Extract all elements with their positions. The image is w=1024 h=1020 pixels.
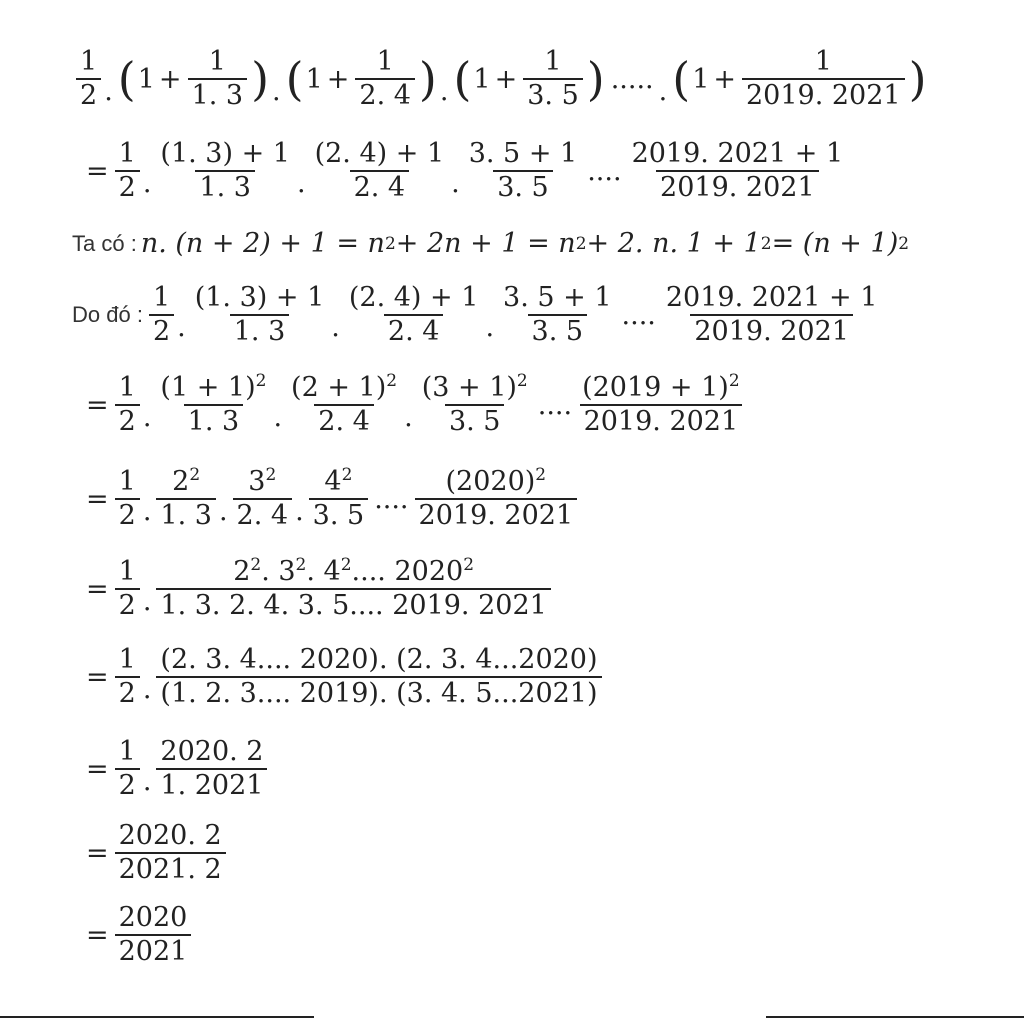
expression-line-7: = $\frac{1}{2}$ . $\frac{2^2. 3^2. 4^2.... 2020^2}{1. 3. 2. 4. 3. 5.... 2019. 2021}$ (82, 558, 553, 621)
result-line: = $\frac{2020}{2021}$ (82, 904, 193, 967)
fraction: $\frac{(2 + 1)^2}{2. 4}$ (291, 371, 398, 438)
fraction: $\frac{1}{2}$ (115, 646, 140, 709)
fraction: $\frac{1}{3. 5}$ (523, 48, 583, 111)
fraction: $\frac{(2020)^2}{2019. 2021}$ (415, 468, 578, 531)
label-do-do: Do đó : (72, 302, 143, 328)
expression-line-5: = $\frac{1}{2}$ . $\frac{(1 + 1)^2}{1. 3}$ . $\frac{(2 + 1)^2}{2. 4}$ . $\frac{(3 + 1)^2}{3. 5}$ .... $\frac{(2019 + 1)^2}{2019. 2021}$ (82, 374, 746, 437)
expression-line-9: = $\frac{1}{2}$ . $\frac{2020. 2}{1. 2021}$ (82, 738, 269, 801)
fraction: $\frac{1}{2. 4}$ (355, 48, 415, 111)
expression-line-8: = $\frac{1}{2}$ . $\frac{(2. 3. 4.... 2020). (2. 3. 4...2020)}{(1. 2. 3.... 2019). (3. 4. 5...2021)}$ (82, 646, 604, 709)
fraction: $\frac{(2019 + 1)^2}{2019. 2021}$ (578, 374, 744, 437)
expression-line-2: = $\frac{1}{2}$ . $\frac{(1. 3) + 1}{1. 3}$ . $\frac{(2. 4) + 1}{2. 4}$ . $\frac{3. 5 + 1}{3. 5}$ .... $\frac{2019. 2021 + 1}{2019. 2021}$ (82, 140, 849, 203)
fraction: $\frac{1}{2}$ (115, 140, 140, 203)
fraction: $\frac{(1 + 1)^2}{1. 3}$ (160, 371, 267, 438)
fraction: $\frac{(1. 3) + 1}{1. 3}$ (160, 138, 290, 204)
fraction: $\frac{2^2}{1. 3}$ (156, 468, 216, 531)
fraction: $\frac{1}{2}$ (115, 738, 140, 801)
bottom-rule-right (766, 1016, 1024, 1018)
fraction: $\frac{2019. 2021 + 1}{2019. 2021}$ (665, 282, 878, 348)
fraction: $\frac{2020. 2}{1. 2021}$ (156, 738, 267, 801)
fraction: $\frac{2019. 2021 + 1}{2019. 2021}$ (631, 138, 844, 204)
fraction: $\frac{1}{2019. 2021}$ (742, 48, 905, 111)
label-ta-co: Ta có : (72, 230, 137, 256)
fraction: $\frac{3. 5 + 1}{3. 5}$ (503, 282, 612, 348)
fraction: $\frac{4^2}{3. 5}$ (309, 468, 369, 531)
expression-line-10: = $\frac{2020. 2}{2021. 2}$ (82, 822, 228, 885)
fraction: $\frac{1}{2}$ (76, 48, 101, 111)
fraction: $\frac{1}{1. 3}$ (188, 48, 248, 111)
fraction: $\frac{1}{2}$ (115, 558, 140, 621)
fraction: $\frac{(2. 4) + 1}{2. 4}$ (314, 138, 445, 204)
fraction: $\frac{3^2}{2. 4}$ (233, 468, 293, 531)
fraction: $\frac{2^2. 3^2. 4^2.... 2020^2}{1. 3. 2. 4. 3. 5.... 2019. 2021}$ (156, 558, 550, 621)
fraction: $\frac{2020. 2}{2021. 2}$ (115, 822, 226, 885)
fraction: $\frac{(2. 3. 4.... 2020). (2. 3. 4...2020)}{(1. 2. 3.... 2019). (3. 4. 5...2021)}$ (156, 646, 601, 709)
final-fraction: $\frac{2020}{2021}$ (115, 904, 192, 967)
fraction: $\frac{3. 5 + 1}{3. 5}$ (468, 138, 578, 204)
expression-line-4: Do đó : $\frac{1}{2}$ . $\frac{(1. 3) + 1}{1. 3}$ . $\frac{(2. 4) + 1}{2. 4}$ . $\frac{3. 5 + 1}{3. 5}$ .... $\frac{2019. 2021 + 1}{2019. 2021}$ (72, 284, 883, 347)
fraction: $\frac{1}{2}$ (115, 374, 140, 437)
expression-line-6: = $\frac{1}{2}$ . $\frac{2^2}{1. 3}$ . $\frac{3^2}{2. 4}$ . $\frac{4^2}{3. 5}$ .... $\frac{(2020)^2}{2019. 2021}$ (82, 468, 579, 531)
identity-line: Ta có : n. (n + 2) + 1 = n 2 + 2n + 1 = n 2 + 2. n. 1 + 1 2 = (n + 1) 2 (72, 228, 910, 259)
fraction: $\frac{1}{2}$ (149, 284, 174, 347)
fraction: $\frac{1}{2}$ (115, 468, 140, 531)
fraction: $\frac{(3 + 1)^2}{3. 5}$ (421, 371, 528, 438)
fraction: $\frac{(2. 4) + 1}{2. 4}$ (348, 282, 479, 348)
fraction: $\frac{(1. 3) + 1}{1. 3}$ (194, 282, 325, 348)
bottom-rule-left (0, 1016, 314, 1018)
expression-line-1: $\frac{1}{2}$ . ( 1 + $\frac{1}{1. 3}$ ) . ( 1 + $\frac{1}{2. 4}$ ) . ( 1 + $\frac{1}{3. 5}$ ) ..... . ( 1 + $\frac{1}{2019. 2021}$ ) (74, 48, 929, 111)
